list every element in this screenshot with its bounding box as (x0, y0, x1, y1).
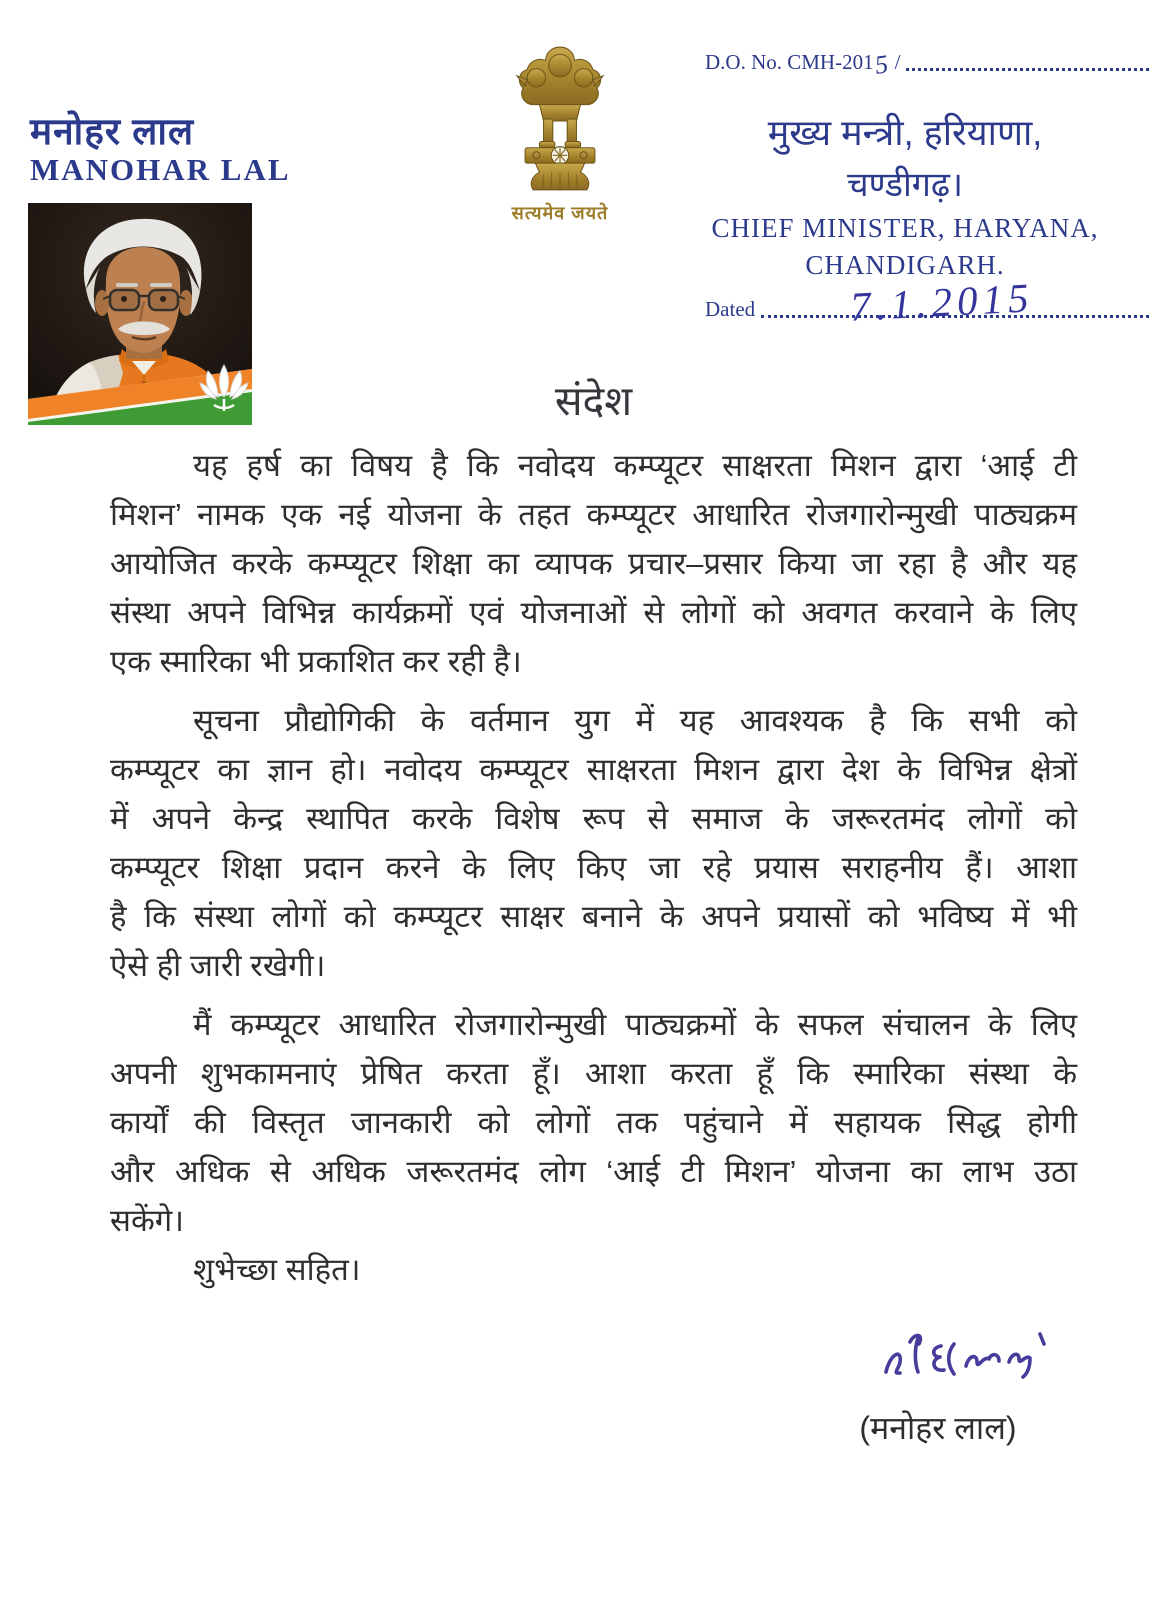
office-title-hindi-1: मुख्य मन्त्री, हरियाणा, (767, 112, 1043, 153)
emblem-motto: सत्यमेव जयते (511, 203, 609, 223)
letter-line: यह हर्ष का विषय है कि नवोदय कम्प्यूटर साक्षरता मिशन द्वारा ‘आई टी (193, 448, 1077, 483)
letter-line: कम्प्यूटर शिक्षा प्रदान करने के लिए किए जा रहे प्रयास सराहनीय हैं। आशा (110, 850, 1077, 885)
dated-label: Dated (705, 297, 756, 321)
letter-line: सकेंगे। (110, 1203, 184, 1238)
letter-line: मैं कम्प्यूटर आधारित रोजगारोन्मुखी पाठ्यक्रमों के सफल संचालन के लिए (193, 1007, 1077, 1042)
letter-body (110, 441, 1077, 1294)
letter-paragraph (110, 696, 1077, 990)
letter-line: और अधिक से अधिक जरूरतमंद लोग ‘आई टी मिशन’ योजना का लाभ उठा (110, 1154, 1077, 1189)
ashoka-emblem-graphic (508, 45, 612, 197)
letter-line: में अपने केन्द्र स्थापित करके विशेष रूप से समाज के जरूरतमंद लोगों को (110, 801, 1077, 836)
letter-line: मिशन’ नामक एक नई योजना के तहत कम्प्यूटर आधारित रोजगारोन्मुखी पाठ्यक्रम (110, 497, 1077, 532)
letter-line: अपनी शुभकामनाएं प्रेषित करता हूँ। आशा करता हूँ कि स्मारिका संस्था के (110, 1056, 1077, 1091)
letter-paragraph (110, 1000, 1077, 1245)
letter-line: है कि संस्था लोगों को कम्प्यूटर साक्षर बनाने के अपने प्रयासों को भविष्य में भी (110, 899, 1077, 934)
ashoka-emblem (503, 45, 617, 225)
dated-handwritten-value: 7.1.2015 (848, 274, 1035, 330)
letter-line: कार्यों की विस्तृत जानकारी को लोगों तक पहुंचाने में सहायक सिद्ध होगी (110, 1105, 1077, 1140)
letter-line: कम्प्यूटर का ज्ञान हो। नवोदय कम्प्यूटर साक्षरता मिशन द्वारा देश के विभिन्न क्षेत्रों (110, 752, 1077, 787)
office-title-block (680, 106, 1130, 283)
signature-strokes (878, 1320, 1078, 1400)
letter-line: सूचना प्रौद्योगिकी के वर्तमान युग में यह आवश्यक है कि सभी को (193, 703, 1077, 738)
letter-line: संस्था अपने विभिन्न कार्यक्रमों एवं योजनाओं से लोगों को अवगत करवाने के लिए (110, 595, 1077, 630)
handwritten-signature (878, 1320, 1078, 1405)
letter-line: एक स्मारिका भी प्रकाशित कर रही है। (110, 644, 522, 679)
letter-line: शुभेच्छा सहित। (193, 1252, 361, 1287)
do-number-handwritten-digit: 5 (872, 49, 890, 80)
office-title-english-2: CHANDIGARH. (805, 250, 1005, 280)
do-number-slash: / (894, 50, 901, 74)
letter-paragraph (110, 1245, 1077, 1294)
letter-heading: संदेश (554, 378, 633, 424)
do-number-line (705, 49, 1149, 80)
do-number-dotted-leader (906, 68, 1149, 71)
letter-line: आयोजित करके कम्प्यूटर शिक्षा का व्यापक प्रचार–प्रसार किया जा रहा है और यह (110, 546, 1077, 581)
do-number-prefix: D.O. No. CMH-201 (705, 50, 874, 74)
office-title-hindi-2: चण्डीगढ़। (847, 166, 963, 204)
office-title-english-1: CHIEF MINISTER, HARYANA, (711, 213, 1099, 243)
sender-name-hindi: मनोहर लाल (30, 111, 195, 152)
sender-name-english: MANOHAR LAL (30, 152, 291, 187)
letter-paragraph (110, 441, 1077, 686)
letter-line: ऐसे ही जारी रखेगी। (110, 948, 326, 983)
signature-printed-name: (मनोहर लाल) (859, 1410, 1017, 1446)
